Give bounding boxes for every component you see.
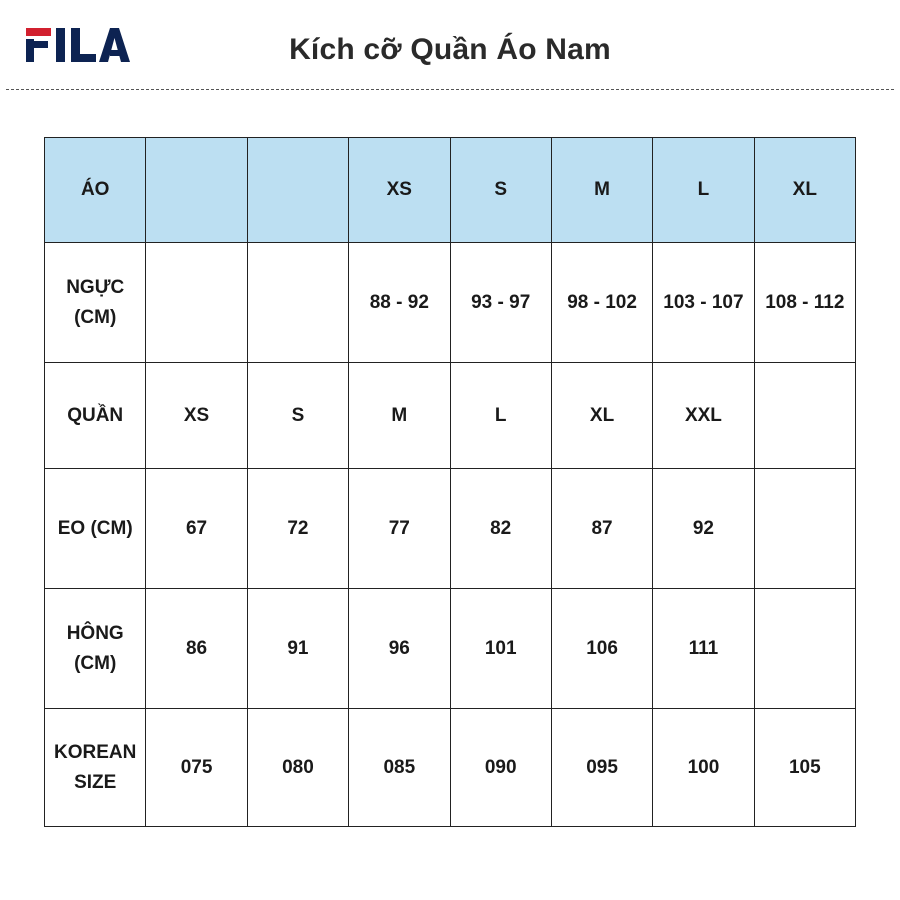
table-cell: XL xyxy=(754,138,855,243)
table-cell: 090 xyxy=(450,709,551,827)
table-cell: 67 xyxy=(146,469,247,589)
table-cell: 72 xyxy=(247,469,348,589)
table-cell: 105 xyxy=(754,709,855,827)
table-cell: 100 xyxy=(653,709,754,827)
row-label-cell: ÁO xyxy=(45,138,146,243)
row-label-cell: HÔNG (CM) xyxy=(45,589,146,709)
fila-logo xyxy=(26,28,130,62)
table-cell: 98 - 102 xyxy=(551,243,652,363)
table-cell: 111 xyxy=(653,589,754,709)
row-label-cell: NGỰC (CM) xyxy=(45,243,146,363)
table-cell: 095 xyxy=(551,709,652,827)
table-cell xyxy=(247,138,348,243)
ao-header-row xyxy=(45,138,856,243)
table-cell xyxy=(146,243,247,363)
dashed-divider xyxy=(6,89,894,90)
table-cell: 080 xyxy=(247,709,348,827)
table-cell xyxy=(754,469,855,589)
table-cell: 87 xyxy=(551,469,652,589)
table-cell: 77 xyxy=(349,469,450,589)
table-cell: 96 xyxy=(349,589,450,709)
table-cell: XL xyxy=(551,363,652,469)
table-cell: 92 xyxy=(653,469,754,589)
table-cell xyxy=(754,589,855,709)
table-cell: 86 xyxy=(146,589,247,709)
size-chart-body xyxy=(45,138,856,827)
table-cell xyxy=(754,363,855,469)
table-cell: 075 xyxy=(146,709,247,827)
table-cell: 82 xyxy=(450,469,551,589)
table-cell xyxy=(146,138,247,243)
table-cell: L xyxy=(653,138,754,243)
table-cell: 108 - 112 xyxy=(754,243,855,363)
korean-size-row xyxy=(45,709,856,827)
hip-row xyxy=(45,589,856,709)
table-cell: S xyxy=(247,363,348,469)
quan-row xyxy=(45,363,856,469)
table-cell: 085 xyxy=(349,709,450,827)
table-cell: XXL xyxy=(653,363,754,469)
table-cell: M xyxy=(349,363,450,469)
chest-row xyxy=(45,243,856,363)
table-cell: L xyxy=(450,363,551,469)
table-cell: XS xyxy=(349,138,450,243)
table-cell xyxy=(247,243,348,363)
table-cell: M xyxy=(551,138,652,243)
row-label-cell: KOREAN SIZE xyxy=(45,709,146,827)
table-cell: 103 - 107 xyxy=(653,243,754,363)
page-title: Kích cỡ Quần Áo Nam xyxy=(289,33,611,66)
table-cell: 93 - 97 xyxy=(450,243,551,363)
table-cell: XS xyxy=(146,363,247,469)
table-cell: 88 - 92 xyxy=(349,243,450,363)
size-chart-table xyxy=(44,137,856,827)
row-label-cell: QUẦN xyxy=(45,363,146,469)
row-label-cell: EO (CM) xyxy=(45,469,146,589)
waist-row xyxy=(45,469,856,589)
table-cell: 91 xyxy=(247,589,348,709)
table-cell: 101 xyxy=(450,589,551,709)
table-cell: S xyxy=(450,138,551,243)
table-cell: 106 xyxy=(551,589,652,709)
